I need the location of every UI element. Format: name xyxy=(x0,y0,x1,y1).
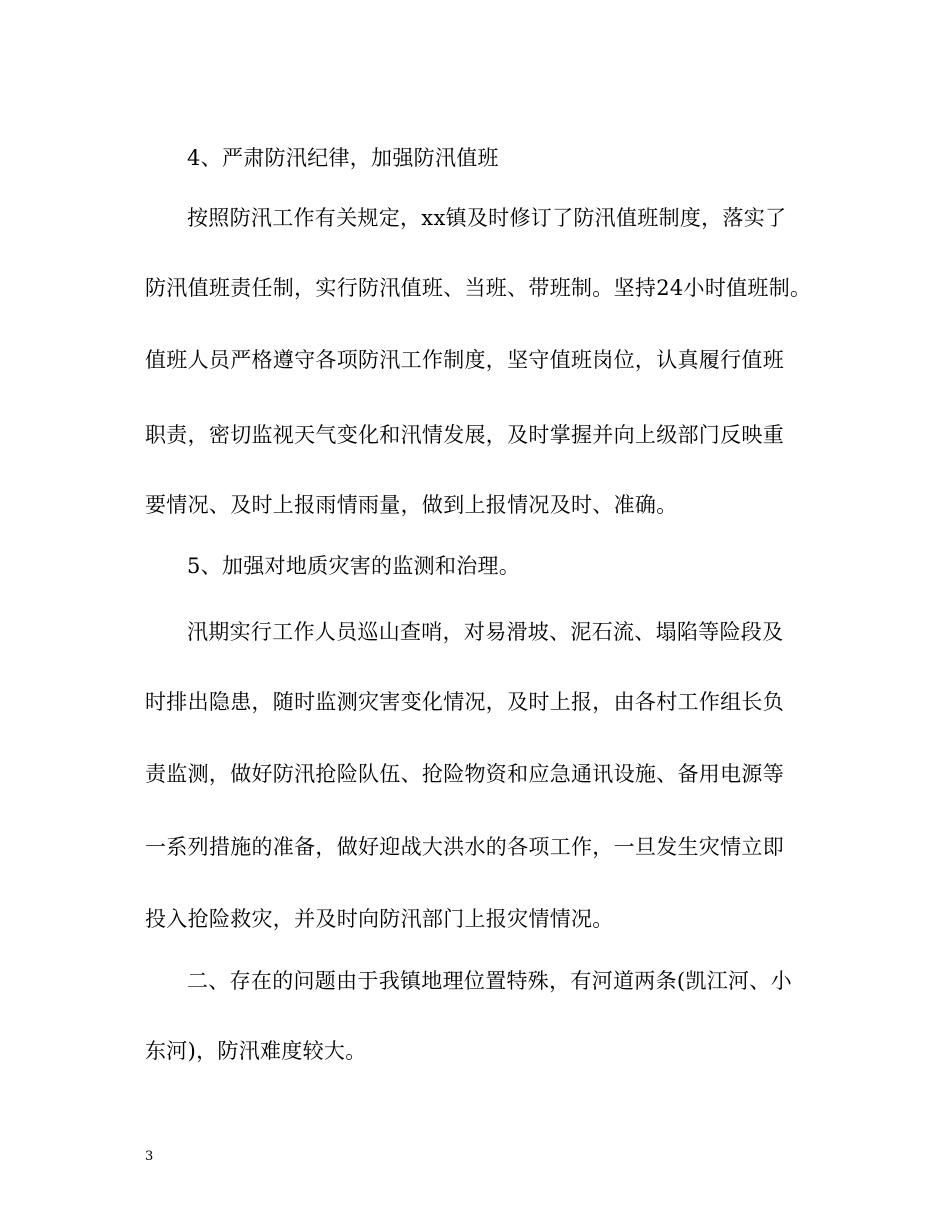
paragraph-line: 时排出隐患，随时监测灾害变化情况，及时上报，由各村工作组长负 xyxy=(145,690,784,714)
paragraph-line: 投入抢险救灾，并及时向防汛部门上报灾情情况。 xyxy=(145,907,614,931)
paragraph-line: 值班人员严格遵守各项防汛工作制度，坚守值班岗位，认真履行值班 xyxy=(145,348,784,372)
heading-geological-hazards: 5、加强对地质灾害的监测和治理。 xyxy=(187,554,521,578)
paragraph-line: 职责，密切监视天气变化和汛情发展，及时掌握并向上级部门反映重 xyxy=(145,423,784,447)
paragraph-line: 东河)，防汛难度较大。 xyxy=(145,1039,367,1063)
paragraph-line: 二、存在的问题由于我镇地理位置特殊，有河道两条(凯江河、小 xyxy=(187,969,792,993)
heading-flood-discipline: 4、严肃防汛纪律，加强防汛值班 xyxy=(187,146,499,170)
paragraph-line: 一系列措施的准备，做好迎战大洪水的各项工作，一旦发生灾情立即 xyxy=(145,835,784,859)
paragraph-line: 汛期实行工作人员巡山查哨，对易滑坡、泥石流、塌陷等险段及 xyxy=(187,620,784,644)
paragraph-line: 要情况、及时上报雨情雨量，做到上报情况及时、准确。 xyxy=(145,493,678,517)
paragraph-line: 责监测，做好防汛抢险队伍、抢险物资和应急通讯设施、备用电源等 xyxy=(145,762,784,786)
paragraph-line: 按照防汛工作有关规定，xx镇及时修订了防汛值班制度，落实了 xyxy=(187,206,787,230)
page-number: 3 xyxy=(145,1149,154,1164)
paragraph-line: 防汛值班责任制，实行防汛值班、当班、带班制。坚持24小时值班制。 xyxy=(145,276,812,300)
